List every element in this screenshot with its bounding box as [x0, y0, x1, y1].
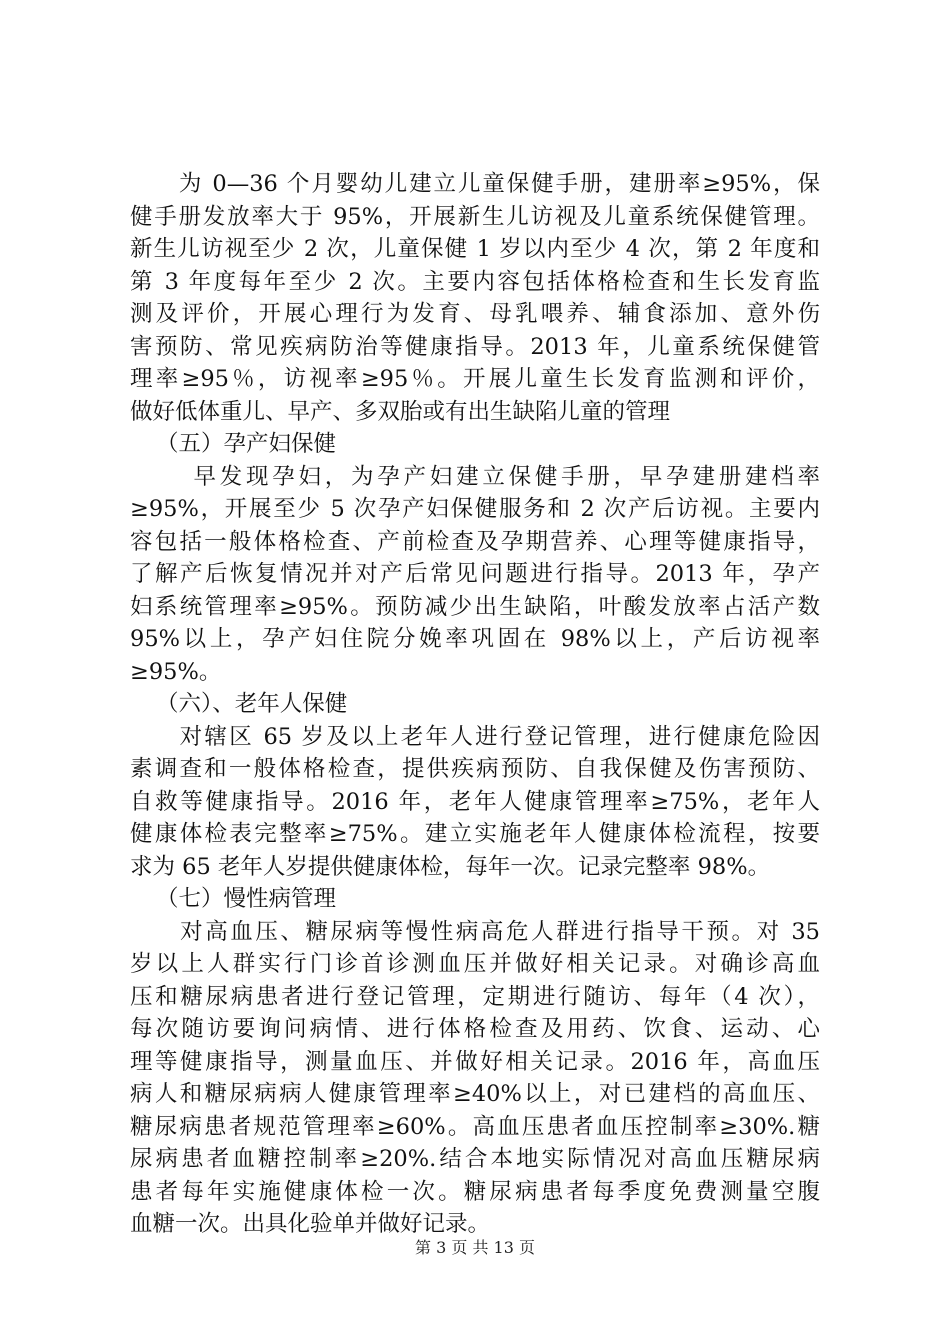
paragraph-line: 求为 65 老年人岁提供健康体检，每年一次。记录完整率 98%。	[130, 853, 771, 880]
paragraph-line: 尿病患者血糖控制率≥20%.结合本地实际情况对高血压糖尿病	[130, 1146, 820, 1172]
paragraph-line: 自救等健康指导。2016 年，老年人健康管理率≥75%，老年人	[130, 788, 820, 815]
document-body	[130, 168, 820, 1241]
paragraph-line: 病人和糖尿病病人健康管理率≥40%以上，对已建档的高血压、	[130, 1081, 820, 1107]
paragraph-line: 早发现孕妇，为孕产妇建立保健手册，早孕建册建档率	[130, 463, 820, 490]
paragraph-line: 为 0—36 个月婴幼儿建立儿童保健手册，建册率≥95%，保	[130, 171, 820, 197]
paragraph-line: 容包括一般体格检查、产前检查及孕期营养、心理等健康指导，	[130, 528, 820, 555]
paragraph-line: 对辖区 65 岁及以上老年人进行登记管理，进行健康危险因	[130, 723, 820, 750]
paragraph-line: 害预防、常见疾病防治等健康指导。2013 年，儿童系统保健管	[130, 333, 820, 360]
page-footer: 第 3 页 共 13 页	[415, 1238, 535, 1257]
paragraph-line: 95%以上，孕产妇住院分娩率巩固在 98%以上，产后访视率	[130, 626, 820, 652]
paragraph-line: 新生儿访视至少 2 次，儿童保健 1 岁以内至少 4 次，第 2 年度和	[130, 236, 820, 262]
paragraph-line: 测及评价，开展心理行为发育、母乳喂养、辅食添加、意外伤	[130, 301, 820, 327]
paragraph-line: 血糖一次。出具化验单并做好记录。	[130, 1211, 491, 1237]
paragraph-line: ≥95%。	[130, 658, 222, 685]
section-heading: （七）慢性病管理	[156, 886, 337, 912]
paragraph-line: 糖尿病患者规范管理率≥60%。高血压患者血压控制率≥30%.糖	[130, 1113, 820, 1140]
section-heading: （五）孕产妇保健	[156, 431, 337, 457]
paragraph-line: 对高血压、糖尿病等慢性病高危人群进行指导干预。对 35	[130, 918, 820, 945]
paragraph-line: 健康体检表完整率≥75%。建立实施老年人健康体检流程，按要	[130, 821, 820, 847]
paragraph-line: 了解产后恢复情况并对产后常见问题进行指导。2013 年，孕产	[130, 561, 820, 587]
paragraph-line: 患者每年实施健康体检一次。糖尿病患者每季度免费测量空腹	[130, 1178, 820, 1205]
paragraph-line: 做好低体重儿、早产、多双胎或有出生缺陷儿童的管理	[130, 398, 671, 425]
paragraph-line: 岁以上人群实行门诊首诊测血压并做好相关记录。对确诊高血	[130, 951, 820, 977]
paragraph-line: 健手册发放率大于 95%，开展新生儿访视及儿童系统保健管理。	[130, 203, 820, 230]
paragraph-line: 第 3 年度每年至少 2 次。主要内容包括体格检查和生长发育监	[130, 268, 820, 295]
paragraph-line: 每次随访要询问病情、进行体格检查及用药、饮食、运动、心	[130, 1016, 820, 1042]
section-heading: （六）、老年人保健	[156, 691, 348, 717]
paragraph-line: 理等健康指导，测量血压、并做好相关记录。2016 年，高血压	[130, 1048, 820, 1075]
paragraph-line: 素调查和一般体格检查，提供疾病预防、自我保健及伤害预防、	[130, 756, 820, 782]
paragraph-line: 妇系统管理率≥95%。预防减少出生缺陷，叶酸发放率占活产数	[130, 593, 820, 620]
paragraph-line: 压和糖尿病患者进行登记管理，定期进行随访、每年（4 次），	[130, 983, 820, 1010]
paragraph-line: ≥95%，开展至少 5 次孕产妇保健服务和 2 次产后访视。主要内	[130, 496, 820, 522]
paragraph-line: 理率≥95％，访视率≥95％。开展儿童生长发育监测和评价，	[130, 366, 820, 392]
